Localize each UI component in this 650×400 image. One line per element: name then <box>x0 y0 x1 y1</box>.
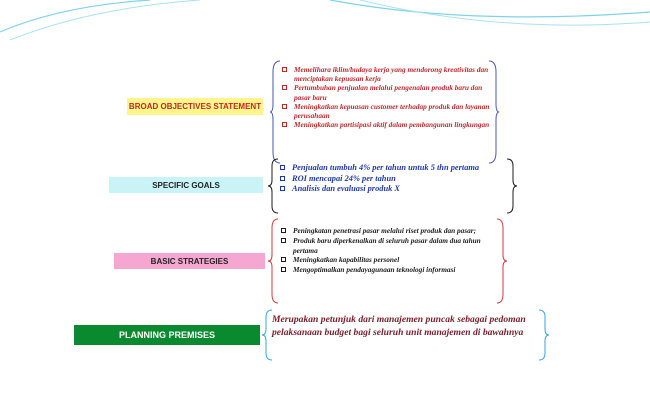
list-item: Mengoptimalkan pendayagunaan teknologi informasi <box>281 265 496 275</box>
checkbox-bullet-icon <box>282 67 287 72</box>
list-item: Produk baru diperkenalkan di seluruh pasar dalam dua tahun pertama <box>281 236 496 256</box>
checkbox-bullet-icon <box>281 267 286 272</box>
basic-strategies-label: BASIC STRATEGIES <box>114 253 265 269</box>
deco-line-4 <box>360 0 650 25</box>
checkbox-bullet-icon <box>282 122 287 127</box>
list-item: Analisis dan evaluasi produk X <box>280 184 500 195</box>
broad-objectives-list <box>282 65 497 129</box>
broad-objectives-left-brace <box>270 60 282 164</box>
deco-line-1 <box>0 0 150 32</box>
checkbox-bullet-icon <box>280 165 285 170</box>
header-decoration <box>0 0 650 40</box>
checkbox-bullet-icon <box>280 176 285 181</box>
list-item: Pertumbuhan penjualan melalui pengenalan produk baru dan pasar baru <box>282 83 497 101</box>
list-item: Penjualan tumbuh 4% per tahun untuk 5 thn pertama <box>280 163 500 174</box>
list-item: Memelihara iklim/budaya kerja yang mendorong kreativitas dan menciptakan kepuasan kerja <box>282 65 497 83</box>
specific-goals-left-brace <box>268 158 280 214</box>
checkbox-bullet-icon <box>281 238 286 243</box>
list-item: Meningkatkan partisipasi aktif dalam pembangunan lingkungan <box>282 120 497 129</box>
specific-goals-label: SPECIFIC GOALS <box>109 177 263 193</box>
list-item: Meningkatkan kepuasan customer terhadap produk dan layanan perusahaan <box>282 102 497 120</box>
checkbox-bullet-icon <box>280 186 285 191</box>
checkbox-bullet-icon <box>281 257 286 262</box>
specific-goals-right-brace <box>506 158 518 214</box>
list-item: Peningkatan penetrasi pasar melalui riset produk dan pasar; <box>281 226 496 236</box>
deco-line-3 <box>330 0 650 17</box>
deco-line-2 <box>10 0 200 40</box>
checkbox-bullet-icon <box>281 228 286 233</box>
planning-premises-text: Merupakan petunjuk dari manajemen puncak sebagai pedoman pelaksanaan budget bagi seluruh unit manajemen di bawahnya <box>272 314 526 338</box>
basic-strategies-list <box>281 226 496 275</box>
checkbox-bullet-icon <box>282 104 287 109</box>
list-item: ROI mencapai 24% per tahun <box>280 174 500 185</box>
basic-strategies-right-brace <box>496 218 508 304</box>
basic-strategies-left-brace <box>268 218 280 304</box>
checkbox-bullet-icon <box>282 85 287 90</box>
broad-objectives-label: BROAD OBJECTIVES STATEMENT <box>127 98 263 115</box>
planning-premises-label: PLANNING PREMISES <box>74 325 260 345</box>
list-item: Meningkatkan kapabilitas personel <box>281 255 496 265</box>
specific-goals-list <box>280 163 500 195</box>
